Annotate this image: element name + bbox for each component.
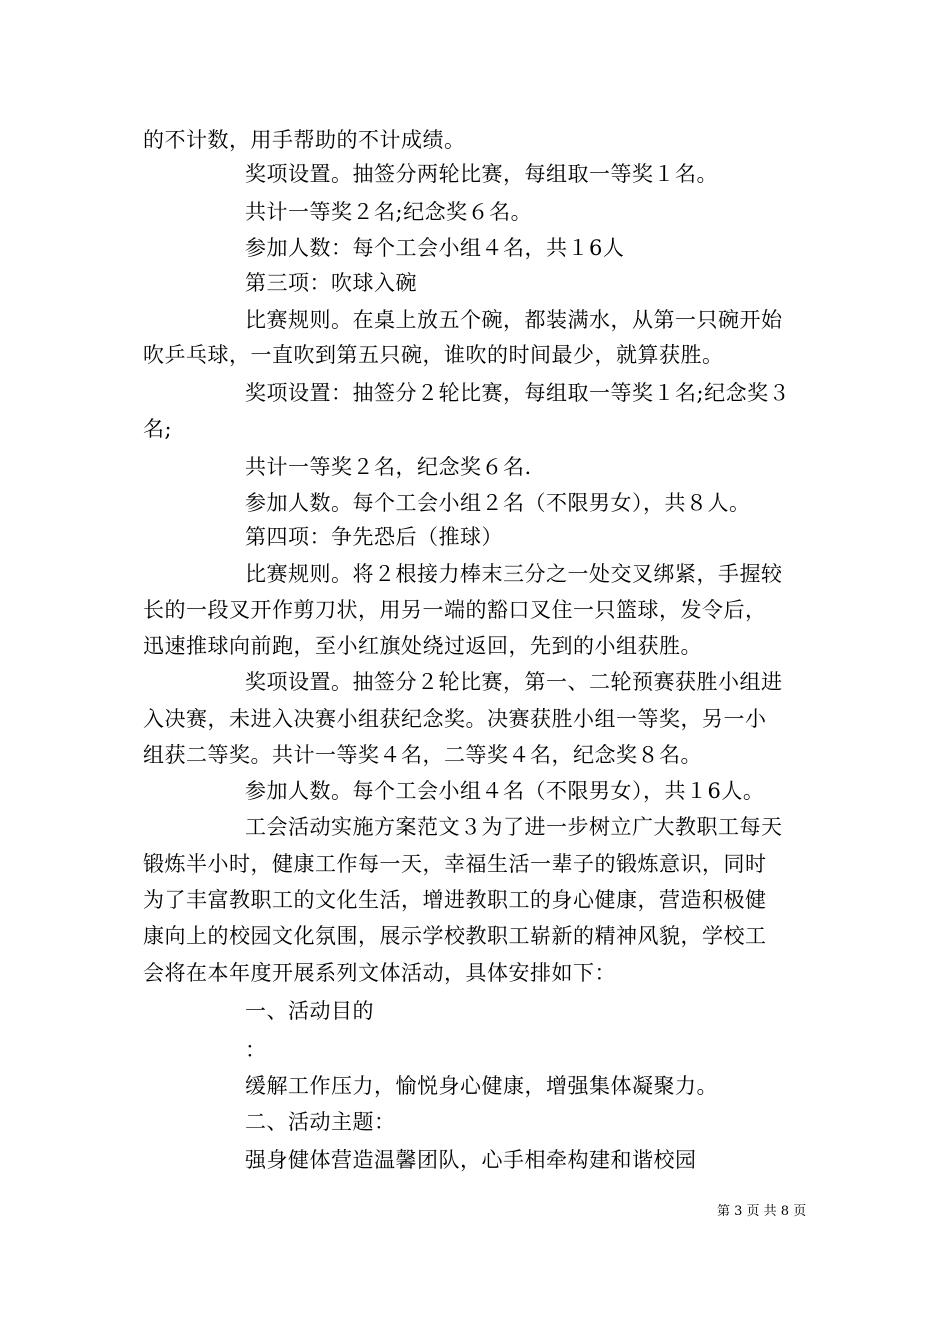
text-line: 吹乒乓球，一直吹到第五只碗，谁吹的时间最少，就算获胜。 (143, 343, 724, 367)
text-line: 名; (143, 417, 173, 441)
section-heading: 第四项：争先恐后（推球） (245, 525, 503, 549)
text-line: 比赛规则。将２根接力棒末三分之一处交叉绑紧，手握较 (245, 562, 783, 586)
text-line: 组获二等奖。共计一等奖４名，二等奖４名，纪念奖８名。 (143, 743, 702, 767)
text-line: 迅速推球向前跑，至小红旗处绕过返回，先到的小组获胜。 (143, 634, 702, 658)
text-line: 共计一等奖２名，纪念奖６名. (245, 455, 532, 479)
text-line: 的不计数，用手帮助的不计成绩。 (143, 128, 466, 152)
text-line: 参加人数。每个工会小组２名（不限男女），共８人。 (245, 491, 751, 515)
text-line: 会将在本年度开展系列文体活动，具体安排如下： (143, 961, 616, 985)
text-line: 参加人数：每个工会小组４名，共１6人 (245, 236, 625, 260)
text-line: 强身健体营造温馨团队，心手相牵构建和谐校园 (245, 1148, 697, 1172)
text-line: 入决赛，未进入决赛小组获纪念奖。决赛获胜小组一等奖，另一小 (143, 707, 767, 731)
text-line: 奖项设置。抽签分２轮比赛，第一、二轮预赛获胜小组进 (245, 670, 783, 694)
text-line: 工会活动实施方案范文３为了进一步树立广大教职工每天 (245, 815, 783, 839)
section-heading: 二、活动主题： (245, 1110, 396, 1134)
text-line: ： (245, 1038, 267, 1062)
text-line: 康向上的校园文化氛围，展示学校教职工崭新的精神风貌，学校工 (143, 924, 767, 948)
page-number-footer: 第 3 页 共 8 页 (717, 1204, 807, 1219)
text-line: 奖项设置：抽签分２轮比赛，每组取一等奖１名;纪念奖３ (245, 381, 791, 405)
text-line: 缓解工作压力，愉悦身心健康，增强集体凝聚力。 (245, 1074, 718, 1098)
section-heading: 一、活动目的 (245, 999, 374, 1023)
text-line: 比赛规则。在桌上放五个碗，都装满水，从第一只碗开始 (245, 308, 783, 332)
text-line: 长的一段叉开作剪刀状，用另一端的豁口叉住一只篮球，发令后， (143, 598, 767, 622)
text-line: 锻炼半小时，健康工作每一天，幸福生活一辈子的锻炼意识，同时 (143, 852, 767, 876)
text-line: 奖项设置。抽签分两轮比赛，每组取一等奖１名。 (245, 162, 718, 186)
text-line: 共计一等奖２名;纪念奖６名。 (245, 200, 533, 224)
text-line: 参加人数。每个工会小组４名（不限男女），共１6人。 (245, 779, 765, 803)
section-heading: 第三项：吹球入碗 (245, 271, 417, 295)
text-line: 为了丰富教职工的文化生活，增进教职工的身心健康，营造积极健 (143, 888, 767, 912)
